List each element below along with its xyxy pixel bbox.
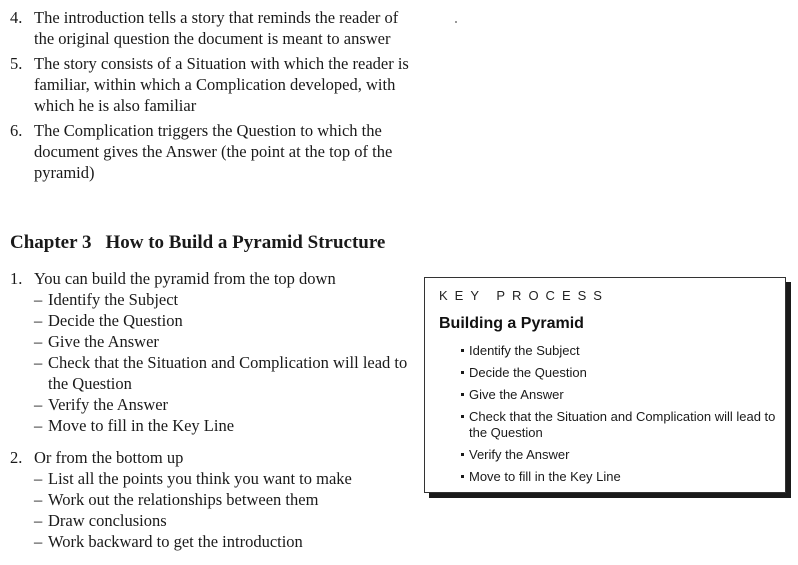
bullet-icon	[461, 453, 464, 456]
chapter-heading	[10, 232, 385, 254]
dash-marker: –	[34, 490, 43, 509]
sub-item	[34, 394, 410, 415]
sub-item	[34, 415, 410, 436]
sub-item-text: Decide the Question	[48, 311, 183, 330]
chapter-number: Chapter 3	[10, 232, 92, 253]
sub-item-text: Work out the relationships between them	[48, 490, 319, 509]
key-process-list	[461, 343, 776, 491]
dash-marker: –	[34, 416, 43, 435]
key-process-item	[461, 469, 776, 485]
key-process-item-text: Decide the Question	[469, 365, 587, 380]
key-process-item	[461, 343, 776, 359]
dash-marker: –	[34, 469, 43, 488]
dash-marker: –	[34, 395, 43, 414]
chapter-title: How to Build a Pyramid Structure	[105, 232, 386, 253]
dash-marker: –	[34, 511, 43, 530]
key-process-item-text: Identify the Subject	[469, 343, 580, 358]
bullet-icon	[461, 475, 464, 478]
sub-item-text: Give the Answer	[48, 332, 159, 351]
dash-marker: –	[34, 332, 43, 351]
item-text: The Complication triggers the Question to which the document gives the Answer (the point at the top of the pyramid)	[34, 121, 393, 182]
item-number: 6.	[10, 121, 23, 140]
bullet-icon	[461, 371, 464, 374]
scan-speck	[455, 21, 457, 23]
item-number: 4.	[10, 8, 23, 27]
sub-list	[34, 468, 410, 552]
list-item	[10, 447, 410, 552]
sub-item-text: Verify the Answer	[48, 395, 169, 414]
bullet-icon	[461, 393, 464, 396]
key-process-item-text: Give the Answer	[469, 387, 564, 402]
list-item	[10, 53, 410, 116]
key-process-label: KEY PROCESS	[439, 288, 609, 303]
item-text: You can build the pyramid from the top down	[34, 269, 336, 288]
sub-item	[34, 468, 410, 489]
sub-item	[34, 510, 410, 531]
item-text: The introduction tells a story that reminds the reader of the original question the document is meant to answer	[34, 8, 399, 48]
dash-marker: –	[34, 532, 43, 551]
sub-item-text: Check that the Situation and Complication will lead to the Question	[48, 353, 408, 393]
list-item	[10, 268, 410, 436]
key-process-box	[424, 277, 786, 493]
sub-item-text: List all the points you think you want to make	[48, 469, 352, 488]
item-text: The story consists of a Situation with which the reader is familiar, within which a Complication developed, with which he is also familiar	[34, 54, 409, 115]
sub-item-text: Identify the Subject	[48, 290, 179, 309]
dash-marker: –	[34, 290, 43, 309]
sub-item-text: Work backward to get the introduction	[48, 532, 303, 551]
key-process-item	[461, 447, 776, 463]
item-number: 5.	[10, 54, 23, 73]
bullet-icon	[461, 415, 464, 418]
sub-item	[34, 310, 410, 331]
key-process-item	[461, 409, 776, 441]
sub-item	[34, 352, 410, 394]
list-item	[10, 120, 410, 183]
key-process-item-text: Verify the Answer	[469, 447, 570, 462]
sub-item-text: Move to fill in the Key Line	[48, 416, 235, 435]
list-item	[10, 7, 410, 49]
key-process-item	[461, 365, 776, 381]
sub-item-text: Draw conclusions	[48, 511, 167, 530]
key-process-item-text: Move to fill in the Key Line	[469, 469, 621, 484]
sub-item	[34, 331, 410, 352]
sub-item	[34, 531, 410, 552]
sub-item	[34, 289, 410, 310]
intro-list	[10, 7, 410, 187]
dash-marker: –	[34, 311, 43, 330]
bullet-icon	[461, 349, 464, 352]
dash-marker: –	[34, 353, 43, 372]
key-process-title: Building a Pyramid	[439, 315, 584, 332]
sub-list	[34, 289, 410, 436]
sub-item	[34, 489, 410, 510]
item-number: 1.	[10, 269, 23, 288]
item-number: 2.	[10, 448, 23, 467]
build-list	[10, 268, 410, 563]
item-text: Or from the bottom up	[34, 448, 184, 467]
key-process-item	[461, 387, 776, 403]
key-process-item-text: Check that the Situation and Complication will lead to the Question	[469, 409, 776, 440]
